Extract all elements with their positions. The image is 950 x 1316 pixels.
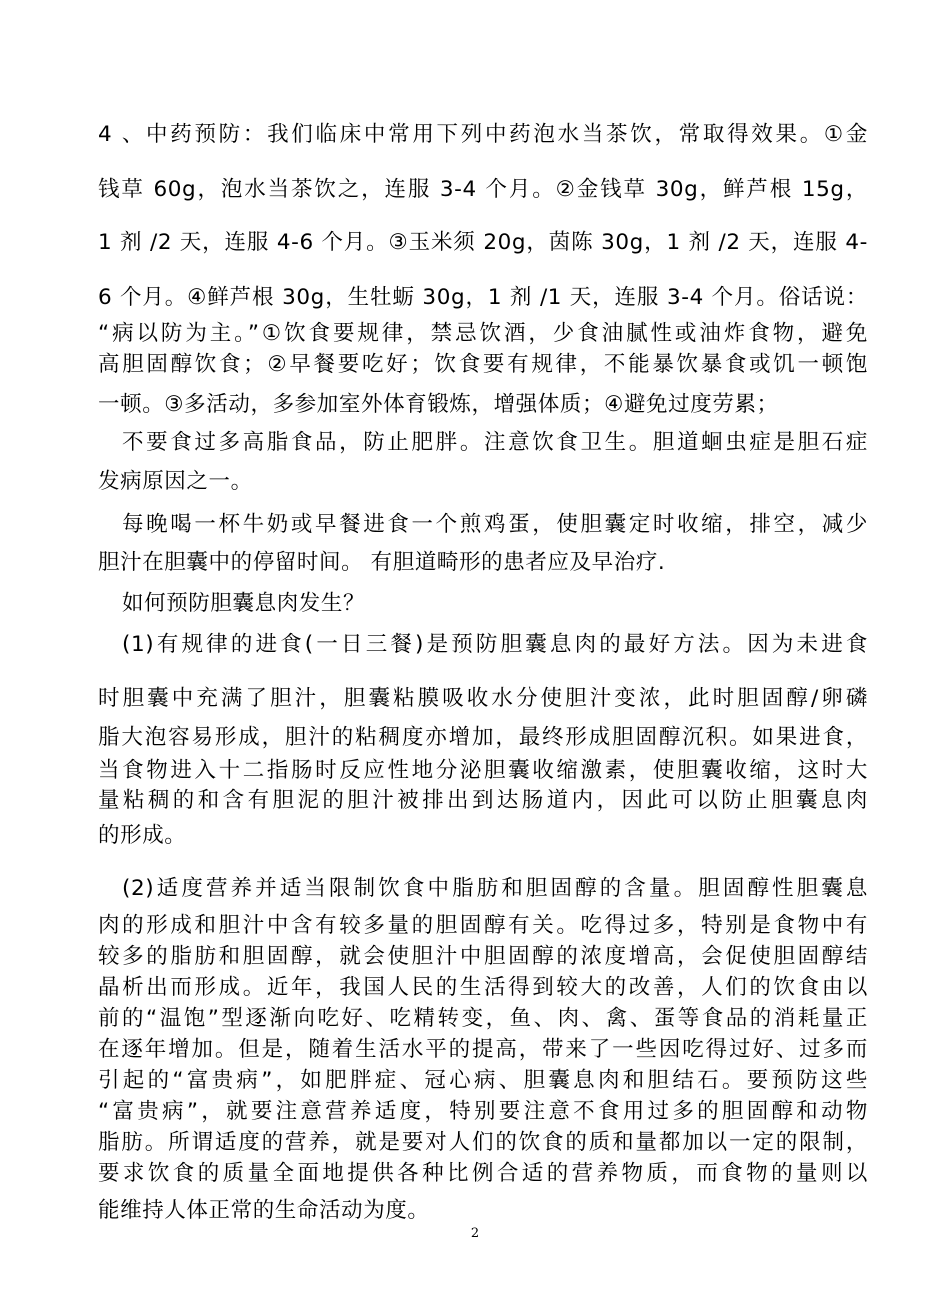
text-line: 要求饮食的质量全面地提供各种比例合适的营养物质，而食物的量则以 [98, 1161, 868, 1186]
text-line: 1 剂 /2 天，连服 4-6 个月。③玉米须 20g，茵陈 30g，1 剂 /2 天，连服 4- [98, 230, 868, 255]
text-line: 的形成。 [98, 823, 187, 848]
text-line: 不要食过多高脂食品，防止肥胖。注意饮食卫生。胆道蛔虫症是胆石症 [122, 430, 868, 455]
text-line: “富贵病”，就要注意营养适度，特别要注意不食用过多的胆固醇和动物 [98, 1099, 868, 1124]
text-line: 引起的“富贵病”，如肥胖症、冠心病、胆囊息肉和胆结石。要预防这些 [98, 1068, 868, 1093]
text-line: 脂大泡容易形成，胆汁的粘稠度亦增加，最终形成胆固醇沉积。如果进食， [98, 725, 868, 750]
text-line: 晶析出而形成。近年，我国人民的生活得到较大的改善，人们的饮食由以 [98, 975, 868, 1000]
text-line: 当食物进入十二指肠时反应性地分泌胆囊收缩激素，使胆囊收缩，这时大 [98, 758, 868, 783]
page-number: 2 [470, 1226, 480, 1241]
text-line: 高胆固醇饮食；②早餐要吃好；饮食要有规律，不能暴饮暴食或饥一顿饱 [98, 352, 868, 377]
text-line: 能维持人体正常的生命活动为度。 [98, 1198, 430, 1223]
text-line: (1)有规律的进食(一日三餐)是预防胆囊息肉的最好方法。因为未进食 [122, 632, 868, 657]
text-line: 较多的脂肪和胆固醇，就会使胆汁中胆固醇的浓度增高，会促使胆固醇结 [98, 944, 868, 969]
text-line: 每晚喝一杯牛奶或早餐进食一个煎鸡蛋，使胆囊定时收缩，排空，减少 [122, 512, 868, 537]
text-line: 脂肪。所谓适度的营养，就是要对人们的饮食的质和量都加以一定的限制， [98, 1130, 868, 1155]
text-line: 6 个月。④鲜芦根 30g，生牡蛎 30g，1 剂 /1 天，连服 3-4 个月。俗话说： [98, 285, 868, 310]
text-line: 肉的形成和胆汁中含有较多量的胆固醇有关。吃得过多，特别是食物中有 [98, 913, 868, 938]
text-line: (2)适度营养并适当限制饮食中脂肪和胆固醇的含量。胆固醇性胆囊息 [122, 876, 868, 901]
text-line: 发病原因之一。 [98, 469, 253, 494]
text-line: 前的“温饱”型逐渐向吃好、吃精转变，鱼、肉、禽、蛋等食品的消耗量正 [98, 1006, 868, 1031]
text-line: 时胆囊中充满了胆汁，胆囊粘膜吸收水分使胆汁变浓，此时胆固醇/卵磷 [98, 686, 868, 711]
section-heading: 如何预防胆囊息肉发生？ [122, 591, 366, 616]
text-line: 一顿。③多活动，多参加室外体育锻炼，增强体质；④避免过度劳累； [98, 392, 779, 417]
text-line: 4 、中药预防：我们临床中常用下列中药泡水当茶饮，常取得效果。①金 [98, 122, 868, 147]
text-line: 胆汁在胆囊中的停留时间。 有胆道畸形的患者应及早治疗. [98, 550, 666, 575]
text-line: 在逐年增加。但是，随着生活水平的提高，带来了一些因吃得过好、过多而 [98, 1037, 868, 1062]
text-line: “病以防为主。”①饮食要规律，禁忌饮酒，少食油腻性或油炸食物，避免 [98, 321, 868, 346]
text-line: 量粘稠的和含有胆泥的胆汁被排出到达肠道内，因此可以防止胆囊息肉 [98, 788, 868, 813]
text-line: 钱草 60g，泡水当茶饮之，连服 3-4 个月。②金钱草 30g，鲜芦根 15g， [98, 177, 868, 202]
